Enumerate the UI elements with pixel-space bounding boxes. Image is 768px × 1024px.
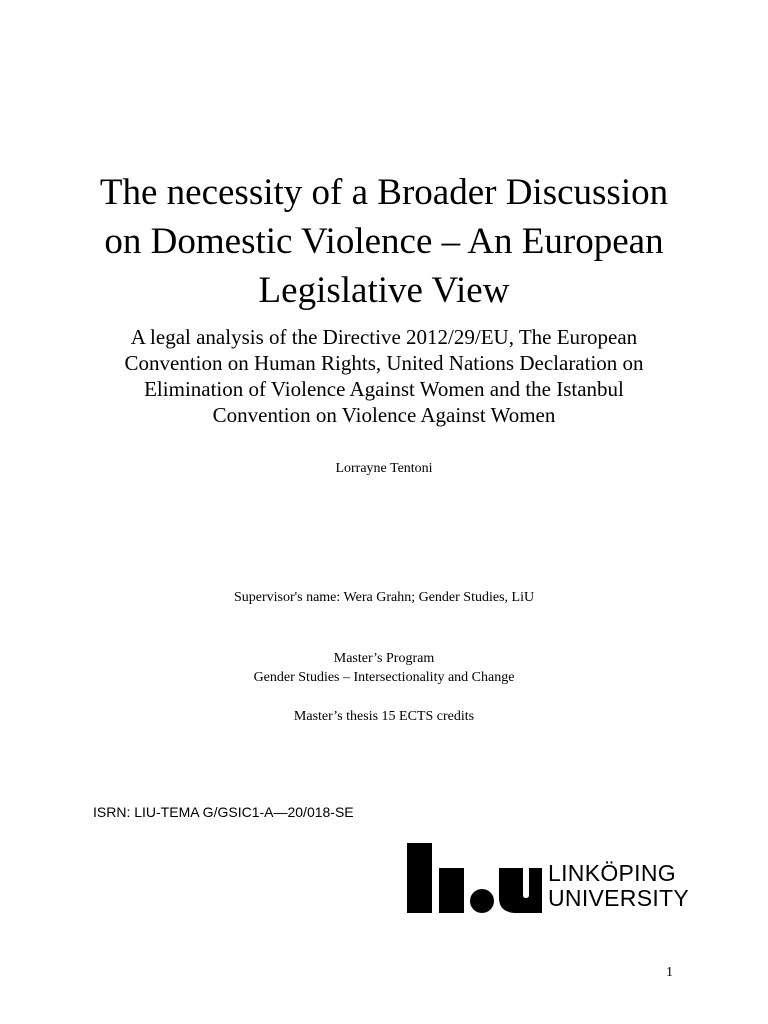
supervisor-info: Supervisor's name: Wera Grahn; Gender Studies, LiU: [233, 590, 535, 605]
liu-logo: [407, 843, 697, 915]
document-title: [0, 168, 768, 315]
logo-name-line-2: UNIVERSITY: [548, 885, 690, 911]
title-line-3: Legislative View: [258, 270, 510, 311]
program-title: Master’s Program: [333, 651, 435, 666]
isrn-code: ISRN: LIU-TEMA G/GSIC1-A—20/018-SE: [93, 804, 354, 820]
title-line-1: The necessity of a Broader Discussion: [99, 172, 669, 213]
author-name: Lorrayne Tentoni: [335, 461, 433, 476]
title-line-2: on Domestic Violence – An European: [104, 221, 664, 262]
subtitle-line-2: Convention on Human Rights, United Nations Declaration on: [124, 351, 644, 375]
program-name: Gender Studies – Intersectionality and Change: [253, 670, 515, 685]
document-subtitle: [0, 324, 768, 428]
program-info: [0, 649, 768, 687]
subtitle-line-4: Convention on Violence Against Women: [212, 403, 556, 427]
liu-university-name: [548, 861, 689, 911]
page-number: 1: [666, 965, 673, 980]
subtitle-line-1: A legal analysis of the Directive 2012/29/EU, The European: [130, 325, 638, 349]
logo-name-line-1: LINKÖPING: [548, 860, 676, 886]
subtitle-line-3: Elimination of Violence Against Women and the Istanbul: [144, 377, 624, 401]
liu-wordmark-icon: [407, 843, 542, 915]
thesis-credits: Master’s thesis 15 ECTS credits: [293, 709, 475, 724]
